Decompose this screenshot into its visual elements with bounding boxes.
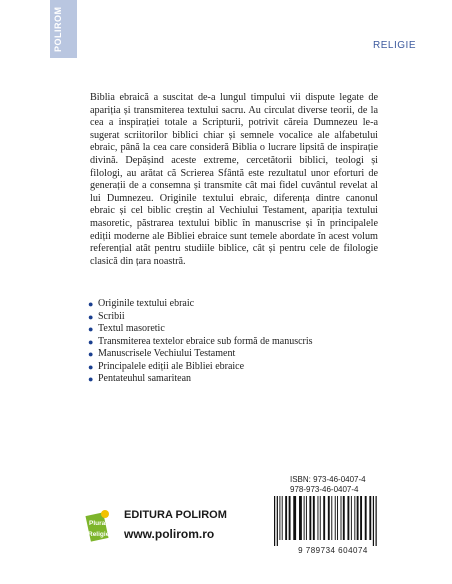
topic-label: Principalele ediții ale Bibliei ebraice bbox=[98, 360, 245, 372]
bullet-icon: ● bbox=[88, 324, 94, 334]
logo-line-2: Religie bbox=[88, 531, 110, 538]
barcode bbox=[272, 496, 394, 546]
isbn-line-1: ISBN: 973-46-0407-4 bbox=[290, 475, 366, 484]
barcode-digits: 9 789734 604074 bbox=[298, 546, 368, 555]
category-label: RELIGIE bbox=[373, 40, 416, 51]
topics-list bbox=[88, 298, 313, 386]
bullet-icon: ● bbox=[88, 336, 94, 347]
isbn-block bbox=[290, 475, 366, 495]
topic-item bbox=[88, 298, 313, 311]
bullet-icon: ● bbox=[88, 374, 94, 384]
topic-item bbox=[88, 373, 313, 386]
topic-label: Manuscrisele Vechiului Testament bbox=[98, 348, 236, 359]
topic-item bbox=[88, 336, 313, 349]
topic-label: Pentateuhul samaritean bbox=[98, 373, 192, 384]
bullet-icon: ● bbox=[88, 311, 94, 322]
isbn-line-2: 978-973-46-0407-4 bbox=[290, 485, 359, 494]
topic-item bbox=[88, 311, 313, 324]
publisher-url[interactable]: www.polirom.ro bbox=[124, 527, 215, 541]
bullet-icon: ● bbox=[88, 349, 94, 359]
book-description: Biblia ebraică a suscitat de-a lungul timpului vii dispute legate de apariția și transmiterea textului sacru. Au circulat diverse teorii, de la cea a inspirației totale a Scripturii, potrivit căreia Dumnezeu le-a sugerat scriitorilor biblici chiar și semnele vocalice ale alfabetului ebraic, până la cea care consideră Biblia o lucrare lipsită de inspirație divină. Depășind aceste extreme, cercetătorii biblici, teologi și filologi, au arătat că Scrierea Sfântă este rezultatul unor eforturi de generații de a consemna și transmite cât mai fidel cuvântul revelat al lui Dumnezeu. Originile textului ebraic, diferența dintre canonul ebraic și cel biblic creștin al Vechiului Testament, apariția textului masoretic, păstrarea textului biblic în manuscrise și în principalele ediții moderne ale Bibliei ebraice sunt temele abordate în acest volum referențial atât pentru studiile biblice, cât și pentru cele de filologie clasică din țara noastră. bbox=[90, 92, 378, 267]
topic-label: Scribii bbox=[98, 310, 125, 322]
bullet-icon: ● bbox=[88, 299, 94, 309]
spine-brand: POLIROM bbox=[53, 6, 63, 52]
bullet-icon: ● bbox=[88, 361, 94, 372]
plural-religie-logo bbox=[85, 506, 115, 544]
topic-item bbox=[88, 348, 313, 361]
topic-label: Originile textului ebraic bbox=[98, 298, 195, 309]
logo-line-1: Plural bbox=[89, 520, 108, 527]
topic-item bbox=[88, 361, 313, 374]
publisher-name: EDITURA POLIROM bbox=[124, 509, 227, 521]
topic-label: Transmiterea textelor ebraice sub formă de manuscris bbox=[98, 335, 313, 347]
topic-item bbox=[88, 323, 313, 336]
topic-label: Textul masoretic bbox=[98, 323, 165, 334]
